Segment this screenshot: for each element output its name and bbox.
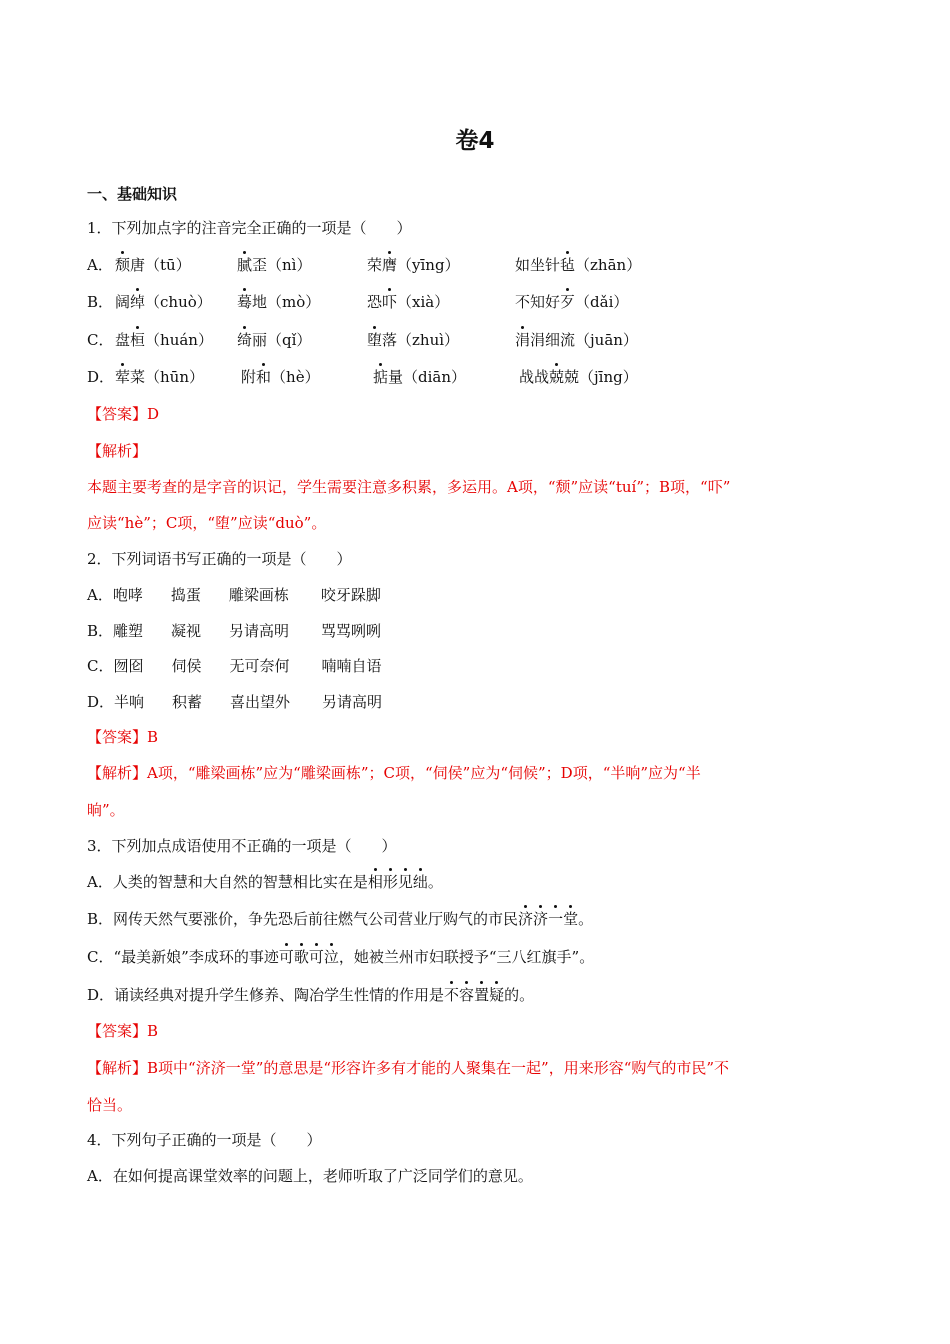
q2-analysis-line1: 【解析】A项，“雕梁画栋”应为“雕梁画栋”；C项，“伺侯”应为“伺候”；D项，“半响”应为“半 [87,764,701,782]
dotted-char: 腻 [237,256,253,274]
q3-analysis-line2: 恰当。 [87,1096,133,1114]
q3-option-c: C．“最美新娘”李成环的事迹可歌可泣，她被兰州市妇联授予“三八红旗手”。 [87,948,595,966]
dotted-char: 蓦 [237,293,253,311]
dotted-char: 一 [548,910,564,928]
dotted-char: 吓 [382,293,398,311]
q1-b-item: 阔绰（chuò） [115,293,212,311]
section-heading: 一、基础知识 [87,185,178,203]
q1-c-item: 绮丽（qǐ） [237,331,312,349]
q1-a-item: 荣膺（yīng） [367,256,460,274]
q3-option-b: B．网传天然气要涨价，争先恐后前往燃气公司营业厅购气的市民济济一堂。 [87,910,594,928]
dotted-char: 形 [382,873,398,891]
dotted-char: 堕 [367,331,383,349]
dotted-char: 和 [256,368,272,386]
q2-option-b: B．雕塑 凝视 另请高明 骂骂咧咧 [87,622,382,640]
q1-option-a [87,255,113,275]
dotted-char: 不 [444,986,460,1004]
q1-c-item: 堕落（zhuì） [367,331,460,349]
dotted-char: 置 [474,986,490,1004]
q2-option-d: D．半响 积蓄 喜出望外 另请高明 [87,693,383,711]
dotted-char: 歹 [560,293,576,311]
dotted-char: 可 [278,948,294,966]
dotted-char: 堂 [563,910,579,928]
q1-d-item: 荤菜（hūn） [115,368,204,386]
q3-stem: 3．下列加点成语使用不正确的一项是（ ） [87,837,397,855]
dotted-char: 可 [308,948,324,966]
dotted-char: 桓 [130,331,146,349]
q1-c-item: 盘桓（huán） [115,331,213,349]
dotted-char: 毡 [560,256,576,274]
dotted-char: 绌 [412,873,428,891]
q2-analysis-line2: 晌”。 [87,801,125,819]
q2-answer: 【答案】B [87,728,159,746]
q1-option-b: B． [87,293,114,311]
dotted-char: 涓 [515,331,531,349]
q1-a-item: 腻歪（nì） [237,256,312,274]
q1-c-item: 涓涓细流（juān） [515,331,638,349]
q3-analysis-line1: 【解析】B项中“济济一堂”的意思是“形容许多有才能的人聚集在一起”，用来形容“购气的市民”不 [87,1059,730,1077]
q4-option-a: A．在如何提高课堂效率的问题上，老师听取了广泛同学们的意见。 [87,1167,533,1185]
q1-option-d: D． [87,368,115,386]
q1-b-item: 恐吓（xià） [367,293,450,311]
q1-analysis-label: 【解析】 [87,442,148,460]
q2-option-a: A．咆哮 捣蛋 雕梁画栋 咬牙跺脚 [87,586,381,604]
dotted-char: 膺 [382,256,398,274]
q3-option-a: A．人类的智慧和大自然的智慧相比实在是相形见绌。 [87,873,443,891]
q1-a-label: A． [87,256,113,274]
dotted-char: 容 [459,986,475,1004]
dotted-char: 荤 [115,368,131,386]
dotted-char: 绮 [237,331,253,349]
q1-d-item: 附和（hè） [241,368,320,386]
dotted-char: 兢 [549,368,565,386]
q3-option-d: D．诵读经典对提升学生修养、陶冶学生性情的作用是不容置疑的。 [87,986,535,1004]
q1-b-item: 蓦地（mò） [237,293,321,311]
q3-answer: 【答案】B [87,1022,159,1040]
dotted-char: 疑 [489,986,505,1004]
q1-answer: 【答案】D [87,405,160,423]
dotted-char: 歌 [293,948,309,966]
q2-option-c: C．囫囵 伺侯 无可奈何 喃喃自语 [87,657,382,675]
q1-a-item: 如坐针毡（zhān） [515,256,642,274]
dotted-char: 相 [367,873,383,891]
dotted-char: 济 [518,910,534,928]
q1-option-c: C． [87,331,114,349]
q2-stem: 2．下列词语书写正确的一项是（ ） [87,550,352,568]
q4-stem: 4．下列句子正确的一项是（ ） [87,1131,322,1149]
dotted-char: 掂 [373,368,389,386]
q1-analysis-line2: 应读“hè”；C项，“堕”应读“duò”。 [87,514,327,532]
q1-a-item: 颓唐（tū） [115,256,191,274]
dotted-char: 济 [533,910,549,928]
dotted-char: 见 [397,873,413,891]
page-title: 卷4 [455,128,495,154]
dotted-char: 泣 [323,948,339,966]
q1-analysis-line1: 本题主要考查的是字音的识记，学生需要注意多积累，多运用。A项，“颓”应读“tuí”；B项，“吓” [87,478,731,496]
q1-b-item: 不知好歹（dǎi） [515,293,629,311]
q1-d-item: 战战兢兢（jīng） [519,368,638,386]
dotted-char: 颓 [115,256,131,274]
q1-stem: 1．下列加点字的注音完全正确的一项是（ ） [87,219,412,237]
q1-d-item: 掂量（diān） [373,368,467,386]
dotted-char: 绰 [130,293,146,311]
